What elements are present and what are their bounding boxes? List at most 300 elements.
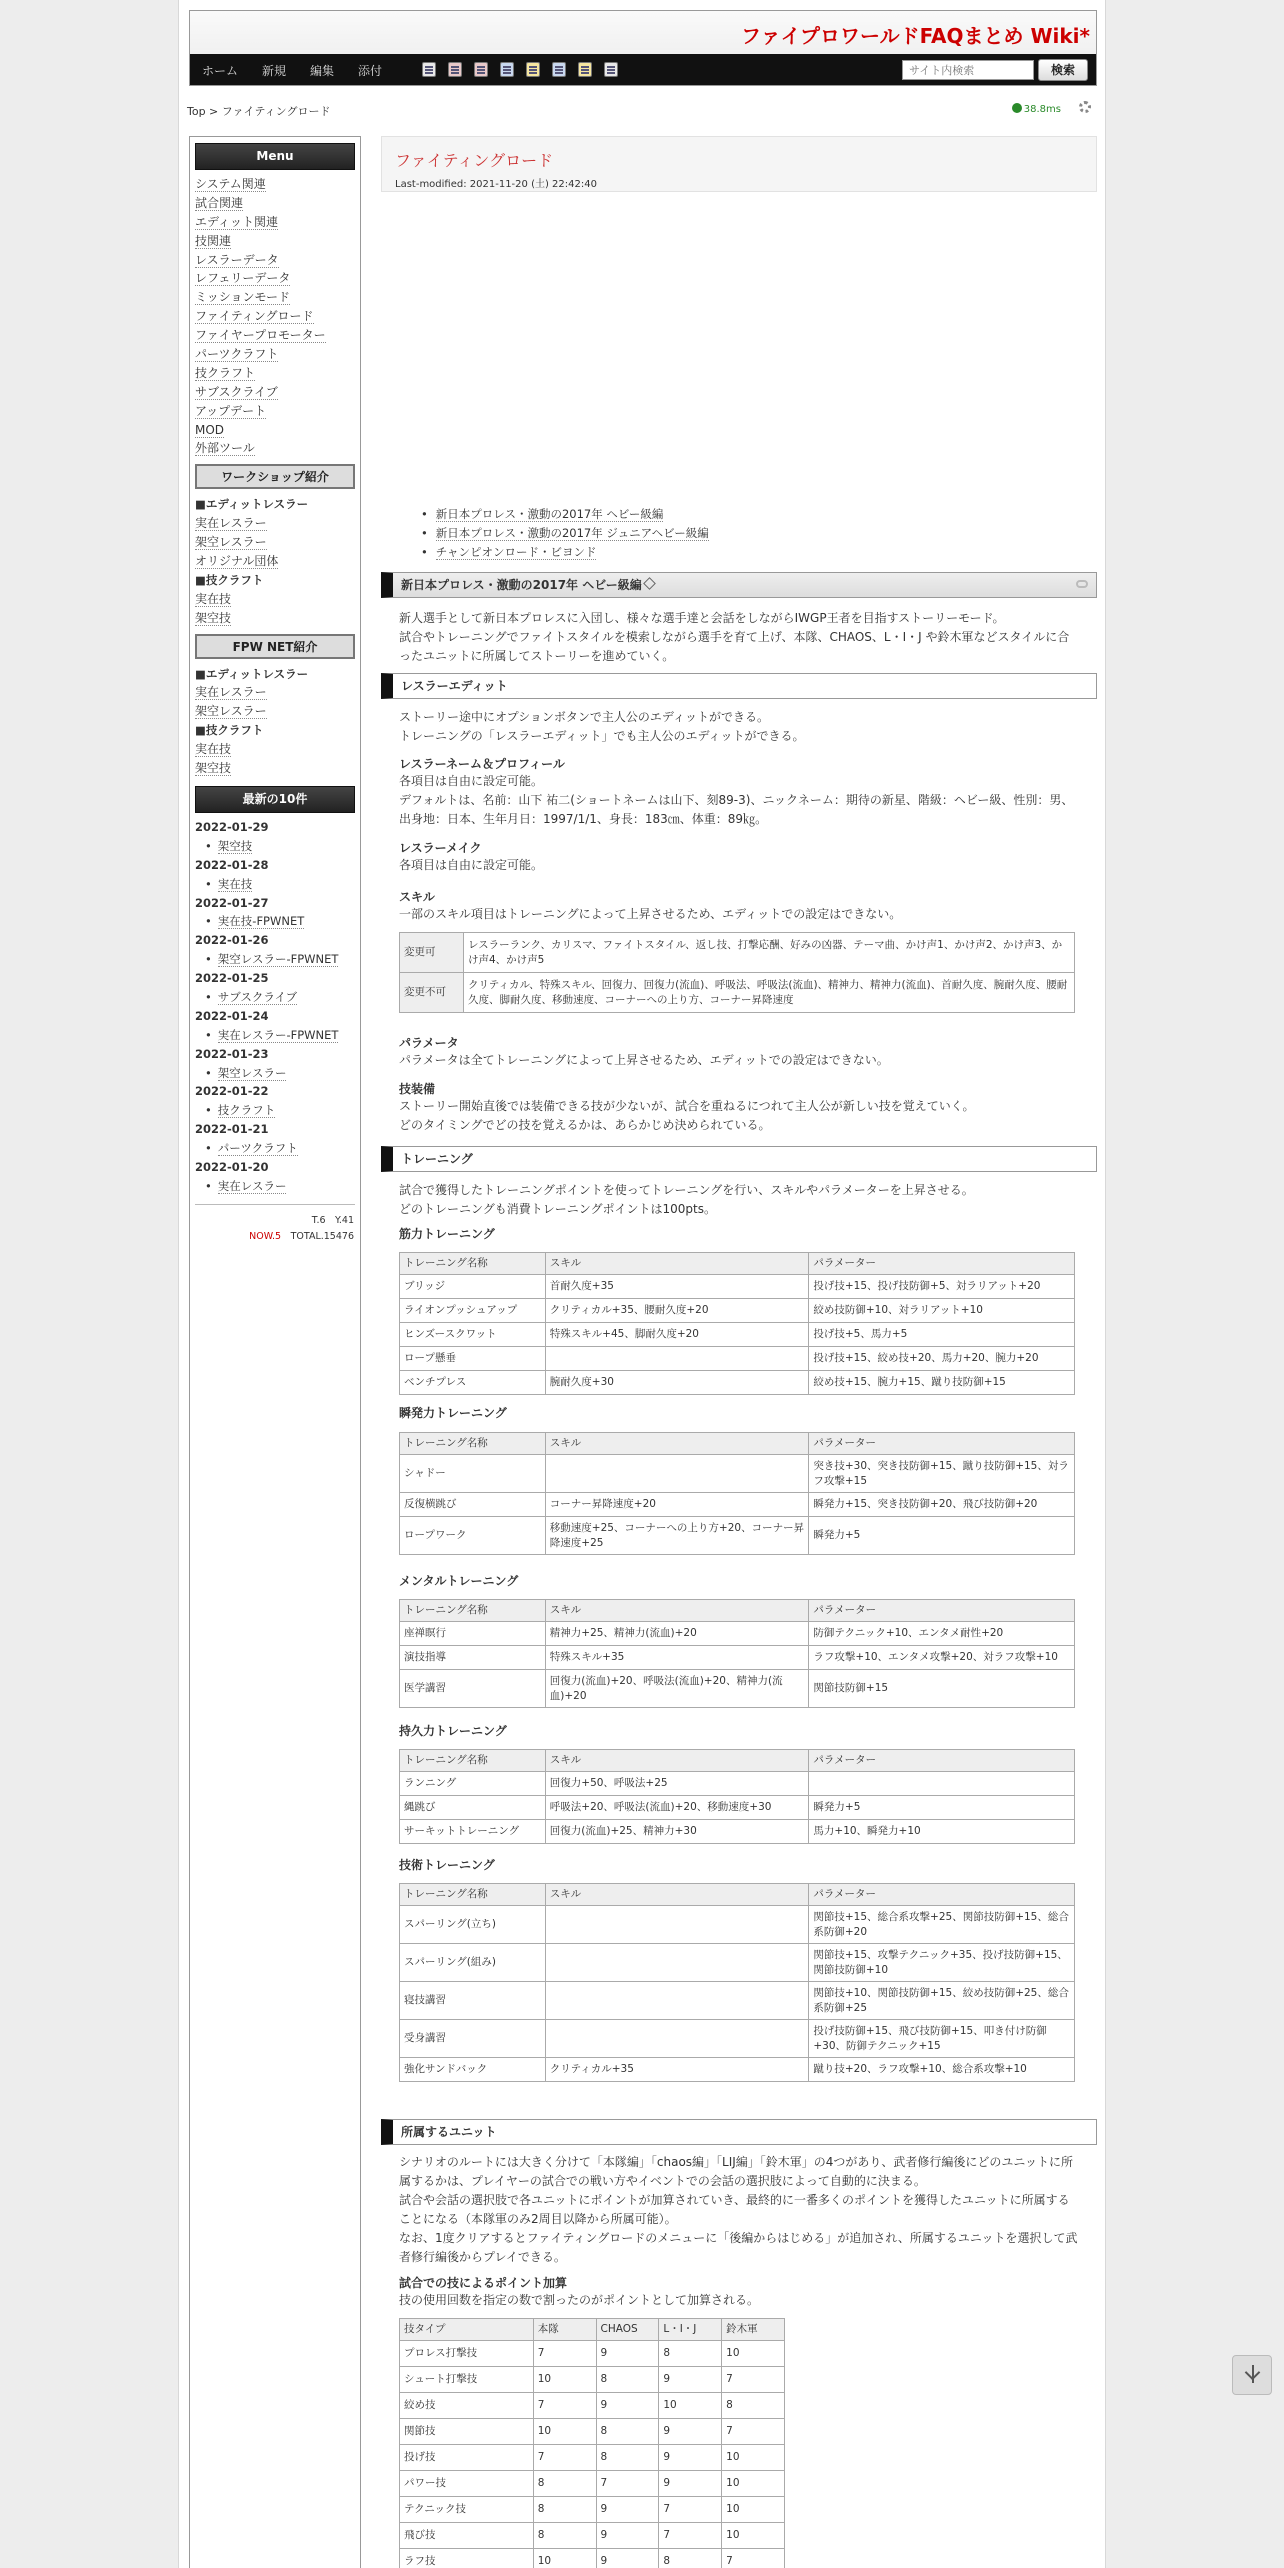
table-row bbox=[400, 2497, 785, 2523]
table-cell: 絞め技 bbox=[400, 2393, 534, 2419]
breadcrumb bbox=[187, 103, 330, 119]
table-cell: 首耐久度+35 bbox=[545, 1275, 809, 1299]
table-cell: 7 bbox=[533, 2393, 596, 2419]
table-header-cell: スキル bbox=[545, 1750, 809, 1772]
recent-item-label: パーツクラフト bbox=[217, 1141, 298, 1156]
table-row bbox=[400, 1982, 1075, 2020]
recent-date-5: 2022-01-24 bbox=[195, 1008, 269, 1023]
fpwnet-link-2[interactable] bbox=[195, 702, 360, 721]
recent-item-5[interactable] bbox=[195, 1026, 360, 1045]
section-heavy-heading bbox=[381, 572, 1097, 598]
sidebar-item-10[interactable] bbox=[195, 364, 360, 383]
table-row bbox=[400, 1772, 1075, 1796]
table-header-cell: スキル bbox=[545, 1253, 809, 1275]
unittext-line-1: 試合や会話の選択肢で各ユニットにポイントが加算されていき、最終的に一番多くのポイントを獲得したユニットに所属することになる（本隊軍のみ2周目以降から所属可能）。 bbox=[399, 2193, 1070, 2226]
sidebar-divider bbox=[195, 1204, 355, 1205]
workshop-link-3[interactable] bbox=[195, 552, 360, 571]
table-cell: クリティカル+35、腰耐久度+20 bbox=[545, 1299, 809, 1323]
copy-icon[interactable] bbox=[474, 62, 488, 77]
table-cell: 回復力+50、呼吸法+25 bbox=[545, 1772, 809, 1796]
table-header-cell: トレーニング名称 bbox=[400, 1433, 546, 1455]
table-cell: 関節技+15、総合系攻撃+25、関節技防御+15、総合系防御+20 bbox=[809, 1906, 1075, 1944]
table-cell: 回復力(流血)+20、呼吸法(流血)+20、精神力(流血)+20 bbox=[545, 1670, 809, 1708]
table-header-cell: パラメーター bbox=[809, 1884, 1075, 1906]
table-row bbox=[400, 1347, 1075, 1371]
nav-icons bbox=[422, 62, 630, 77]
table-cell: 投げ技 bbox=[400, 2445, 534, 2471]
table-cell bbox=[545, 1455, 809, 1493]
recent-date-0: 2022-01-29 bbox=[195, 819, 269, 834]
nav-menu bbox=[202, 54, 406, 86]
table-cell: 9 bbox=[596, 2393, 659, 2419]
sidebar-item-label: パーツクラフト bbox=[195, 347, 279, 362]
table-row bbox=[400, 1455, 1075, 1493]
sidebar-item-label: 技クラフト bbox=[195, 365, 256, 380]
recent-item-1[interactable] bbox=[195, 875, 360, 894]
nav-item-2[interactable]: 編集 bbox=[310, 63, 335, 78]
sidebar-item-label: レフェリーデータ bbox=[195, 271, 291, 286]
search-log-icon[interactable] bbox=[578, 62, 592, 77]
skill-table-value: レスラーランク、カリスマ、ファイトスタイル、返し技、打撃応酬、好みの凶器、テーマ曲、かけ声1、かけ声2、かけ声3、かけ声4、かけ声5 bbox=[464, 933, 1075, 973]
recent-item-7[interactable] bbox=[195, 1101, 360, 1120]
table-cell: 回復力(流血)+25、精神力+30 bbox=[545, 1820, 809, 1844]
table-row bbox=[400, 2058, 1075, 2082]
recent-item-4[interactable] bbox=[195, 988, 360, 1007]
toc-item-label: 新日本プロレス・激動の2017年 ヘビー級編 bbox=[435, 507, 664, 521]
recent-item-label: 実在レスラー-FPWNET bbox=[217, 1027, 339, 1042]
page bbox=[178, 0, 1106, 2568]
new-page-icon[interactable] bbox=[448, 62, 462, 77]
table-cell: 演技指導 bbox=[400, 1646, 546, 1670]
sidebar-fpwnet-list bbox=[190, 665, 360, 778]
table-header-cell: 本隊 bbox=[533, 2319, 596, 2341]
recent-date-3: 2022-01-26 bbox=[195, 933, 269, 948]
section-training-title: トレーニング bbox=[401, 1152, 473, 1166]
table-row bbox=[400, 1517, 1075, 1555]
last-modified: Last-modified: 2021-11-20 (土) 22:42:40 bbox=[395, 179, 597, 190]
table-cell: 7 bbox=[659, 2523, 722, 2549]
table-cell: ラフ攻撃+10、エンタメ攻撃+20、対ラフ攻撃+10 bbox=[809, 1646, 1075, 1670]
nametext-line-0: 各項目は自由に設定可能。 bbox=[399, 774, 544, 788]
toc-item-1[interactable] bbox=[421, 524, 709, 543]
sidebar-item-3[interactable] bbox=[195, 232, 360, 251]
sidebar-item-label: レスラーデータ bbox=[195, 252, 279, 267]
sidebar-fpwnet-title: FPW NET紹介 bbox=[195, 634, 355, 659]
table-cell: 7 bbox=[596, 2471, 659, 2497]
sidebar-item-label: MOD bbox=[195, 422, 225, 437]
sidebar-item-4[interactable] bbox=[195, 251, 360, 270]
table-row bbox=[400, 1820, 1075, 1844]
sidebar-workshop-title: ワークショップ紹介 bbox=[195, 464, 355, 489]
skill-table-key: 変更可 bbox=[400, 933, 464, 973]
workshop-link-label: オリジナル団体 bbox=[195, 554, 279, 569]
recent-date-8: 2022-01-21 bbox=[195, 1122, 269, 1137]
recent-item-0[interactable] bbox=[195, 837, 360, 856]
table-cell: 9 bbox=[659, 2367, 722, 2393]
recent-item-2[interactable] bbox=[195, 912, 360, 931]
table-header-cell: トレーニング名称 bbox=[400, 1600, 546, 1622]
table-cell: 8 bbox=[659, 2341, 722, 2367]
table-cell: 関節技防御+15 bbox=[809, 1670, 1075, 1708]
link-icon[interactable] bbox=[1076, 580, 1088, 588]
points-text: 技の使用回数を指定の数で割ったのがポイントとして加算される。 bbox=[399, 2293, 760, 2307]
table-header-cell: トレーニング名称 bbox=[400, 1884, 546, 1906]
table-cell: 10 bbox=[533, 2549, 596, 2568]
table-row bbox=[400, 1670, 1075, 1708]
workshop-group-0: ■エディットレスラー bbox=[195, 497, 309, 512]
recent-item-label: 実在レスラー bbox=[217, 1178, 287, 1193]
table-row bbox=[400, 2020, 1075, 2058]
sidebar-item-1[interactable] bbox=[195, 194, 360, 213]
fpwnet-link-1[interactable] bbox=[195, 683, 360, 702]
equiptext-line-0: ストーリー開始直後では装備できる技が少ないが、試合を重ねるにつれて主人公が新しい技を覚えていく。 bbox=[399, 1099, 975, 1113]
table-cell: 飛び技 bbox=[400, 2523, 534, 2549]
recent-item-label: 架空技 bbox=[217, 838, 253, 853]
table-cell: 10 bbox=[659, 2393, 722, 2419]
sidebar-item-label: 試合関連 bbox=[195, 195, 244, 210]
table-header-cell: トレーニング名称 bbox=[400, 1253, 546, 1275]
table-cell: 8 bbox=[533, 2471, 596, 2497]
table-cell: テクニック技 bbox=[400, 2497, 534, 2523]
heading-make: レスラーメイク bbox=[399, 841, 482, 855]
table-cell: シュート打撃技 bbox=[400, 2367, 534, 2393]
fpwnet-link-label: 実在技 bbox=[195, 742, 232, 757]
table-cell: 投げ技+15、絞め技+20、馬力+20、腕力+20 bbox=[809, 1347, 1075, 1371]
tech-training-table bbox=[399, 1883, 1075, 2082]
table-cell: 馬力+10、瞬発力+10 bbox=[809, 1820, 1075, 1844]
table-cell: 8 bbox=[533, 2497, 596, 2523]
table-cell: 10 bbox=[722, 2523, 785, 2549]
sidebar-item-13[interactable] bbox=[195, 421, 360, 440]
main-content bbox=[381, 136, 1097, 2568]
table-cell: 強化サンドバック bbox=[400, 2058, 546, 2082]
rename-icon[interactable] bbox=[500, 62, 514, 77]
table-cell: 関節技+15、攻撃テクニック+35、投げ技防御+15、関節技防御+10 bbox=[809, 1944, 1075, 1982]
table-cell: 10 bbox=[722, 2341, 785, 2367]
table-row bbox=[400, 933, 1075, 973]
table-row bbox=[400, 2523, 785, 2549]
table-cell bbox=[545, 1944, 809, 1982]
table-header-row bbox=[400, 1600, 1075, 1622]
table-cell: 9 bbox=[659, 2445, 722, 2471]
table-header-row bbox=[400, 1884, 1075, 1906]
toc-item-label: チャンピオンロード・ビヨンド bbox=[435, 545, 597, 559]
sidebar-recent-title: 最新の10件 bbox=[195, 786, 355, 813]
table-cell: 精神力+25、精神力(流血)+20 bbox=[545, 1622, 809, 1646]
traintext-line-1: どのトレーニングも消費トレーニングポイントは100pts。 bbox=[399, 1202, 717, 1216]
skill-text: 一部のスキル項目はトレーニングによって上昇させるため、エディットでの設定はできない。 bbox=[399, 907, 902, 921]
sidebar-item-8[interactable] bbox=[195, 326, 360, 345]
sidebar-item-label: ファイティングロード bbox=[195, 309, 314, 324]
sidebar-item-label: システム関連 bbox=[195, 177, 266, 191]
workshop-link-label: 架空技 bbox=[195, 610, 232, 625]
folder-icon[interactable] bbox=[526, 62, 540, 77]
unit-text bbox=[399, 2153, 1079, 2267]
table-cell: 9 bbox=[596, 2523, 659, 2549]
sidebar-item-9[interactable] bbox=[195, 345, 360, 364]
breadcrumb-top[interactable]: Top bbox=[187, 105, 206, 118]
recent-item-label: 架空レスラー bbox=[217, 1065, 287, 1080]
table-row bbox=[400, 2419, 785, 2445]
fpwnet-link-label: 架空レスラー bbox=[195, 704, 267, 719]
fpwnet-link-label: 架空技 bbox=[195, 761, 232, 776]
table-cell: 投げ技+15、投げ技防御+5、対ラリアット+20 bbox=[809, 1275, 1075, 1299]
table-cell: 投げ技防御+15、飛び技防御+15、叩き付け防御+30、防御テクニック+15 bbox=[809, 2020, 1075, 2058]
table-cell: 8 bbox=[659, 2549, 722, 2568]
recent-date-4: 2022-01-25 bbox=[195, 971, 269, 986]
table-cell: 寝技講習 bbox=[400, 1982, 546, 2020]
table-row bbox=[400, 1493, 1075, 1517]
site-header bbox=[189, 10, 1097, 54]
sidebar-item-11[interactable] bbox=[195, 383, 360, 402]
section-edit-title: レスラーエディット bbox=[401, 679, 508, 693]
table-cell: 8 bbox=[533, 2523, 596, 2549]
table-row bbox=[400, 1299, 1075, 1323]
table-cell: 絞め技+15、腕力+15、蹴り技防御+15 bbox=[809, 1371, 1075, 1395]
table-row bbox=[400, 1371, 1075, 1395]
heading-tech: 技術トレーニング bbox=[399, 1858, 495, 1872]
table-cell: 7 bbox=[659, 2497, 722, 2523]
workshop-link-1[interactable] bbox=[195, 514, 360, 533]
table-row bbox=[400, 1646, 1075, 1670]
power-training-table bbox=[399, 1252, 1075, 1395]
heading-power: 筋力トレーニング bbox=[399, 1227, 495, 1241]
sidebar-item-5[interactable] bbox=[195, 269, 360, 288]
table-row bbox=[400, 2341, 785, 2367]
table-cell: 移動速度+25、コーナーへの上り方+20、コーナー昇降速度+25 bbox=[545, 1517, 809, 1555]
make-text: 各項目は自由に設定可能。 bbox=[399, 858, 544, 872]
table-cell: 蹴り技+20、ラフ攻撃+10、総合系攻撃+10 bbox=[809, 2058, 1075, 2082]
table-row bbox=[400, 1944, 1075, 1982]
nav-item-3[interactable]: 添付 bbox=[358, 63, 383, 78]
fpwnet-group-3: ■技クラフト bbox=[195, 723, 264, 738]
table-header-cell: パラメーター bbox=[809, 1600, 1075, 1622]
title-box bbox=[381, 136, 1097, 192]
sidebar-item-14[interactable] bbox=[195, 439, 360, 458]
table-cell: ランニング bbox=[400, 1772, 546, 1796]
table-cell: 座禅瞑行 bbox=[400, 1622, 546, 1646]
workshop-link-label: 実在レスラー bbox=[195, 516, 267, 531]
render-timer bbox=[1012, 103, 1061, 115]
recent-date-9: 2022-01-20 bbox=[195, 1159, 269, 1174]
counter-total bbox=[190, 1229, 360, 1245]
table-cell: 反復横跳び bbox=[400, 1493, 546, 1517]
table-row bbox=[400, 2393, 785, 2419]
intro-line-1: 試合やトレーニングでファイトスタイルを模索しながら選手を育て上げ、本隊、CHAOS、L・I・J や鈴木軍などスタイルに合ったユニットに所属してストーリーを進めていく。 bbox=[399, 630, 1070, 663]
heading-stamina: 持久力トレーニング bbox=[399, 1724, 507, 1738]
gear-icon[interactable] bbox=[1079, 101, 1091, 113]
heading-burst: 瞬発力トレーニング bbox=[399, 1406, 507, 1420]
table-cell: 10 bbox=[722, 2445, 785, 2471]
pencil-icon[interactable] bbox=[643, 577, 656, 590]
table-cell: 9 bbox=[596, 2549, 659, 2568]
sidebar-item-label: アップデート bbox=[195, 403, 267, 418]
table-header-cell: 技タイプ bbox=[400, 2319, 534, 2341]
table-cell bbox=[545, 1906, 809, 1944]
table-cell: 7 bbox=[533, 2341, 596, 2367]
nametext-line-1: デフォルトは、名前：山下 祐二(ショートネームは山下、刻89-3)、ニックネーム：期待の新星、階級：ヘビー級、性別：男、出身地：日本、生年月日：1997/1/1、身長：183㎝、体重：89㎏。 bbox=[399, 793, 1074, 826]
sidebar-item-label: エディット関連 bbox=[195, 214, 279, 229]
section-training-heading bbox=[381, 1146, 1097, 1172]
nav-item-0[interactable]: ホーム bbox=[202, 63, 239, 78]
table-cell: 特殊スキル+35 bbox=[545, 1646, 809, 1670]
counter-today-yesterday: T.6 Y.41 bbox=[311, 1214, 354, 1226]
counter-total-value: TOTAL.15476 bbox=[290, 1230, 354, 1242]
mental-training-table bbox=[399, 1599, 1075, 1708]
table-cell: 絞め技防御+10、対ラリアット+10 bbox=[809, 1299, 1075, 1323]
table-cell: 9 bbox=[659, 2471, 722, 2497]
workshop-link-label: 実在技 bbox=[195, 591, 232, 606]
table-cell: クリティカル+35 bbox=[545, 2058, 809, 2082]
table-cell: パワー技 bbox=[400, 2471, 534, 2497]
table-cell: 7 bbox=[722, 2419, 785, 2445]
section-edit-heading bbox=[381, 673, 1097, 699]
recent-item-label: 実在技 bbox=[217, 876, 253, 891]
table-cell: 9 bbox=[596, 2497, 659, 2523]
table-header-row bbox=[400, 1750, 1075, 1772]
heading-skill: スキル bbox=[399, 890, 435, 904]
skill-table-value: クリティカル、特殊スキル、回復力、回復力(流血)、呼吸法、呼吸法(流血)、精神力、精神力(流血)、首耐久度、腕耐久度、腰耐久度、脚耐久度、移動速度、コーナーへの上り方、コーナー昇降速度 bbox=[464, 973, 1075, 1013]
table-cell: 7 bbox=[722, 2549, 785, 2568]
table-cell: 8 bbox=[596, 2367, 659, 2393]
table-cell: 医学講習 bbox=[400, 1670, 546, 1708]
unittext-line-2: なお、1度クリアするとファイティングロードのメニューに「後編からはじめる」が追加され、所属するユニットを選択して武者修行編後からプレイできる。 bbox=[399, 2231, 1078, 2264]
table-row bbox=[400, 2549, 785, 2568]
sidebar-item-2[interactable] bbox=[195, 213, 360, 232]
sidebar-item-0[interactable] bbox=[195, 175, 360, 194]
table-row bbox=[400, 1622, 1075, 1646]
toc-item-0[interactable] bbox=[421, 505, 709, 524]
search-input[interactable] bbox=[902, 60, 1034, 80]
fpwnet-link-5[interactable] bbox=[195, 759, 360, 778]
sidebar bbox=[189, 136, 361, 2568]
toc-item-label: 新日本プロレス・激動の2017年 ジュニアヘビー級編 bbox=[435, 526, 709, 540]
heading-mental: メンタルトレーニング bbox=[399, 1574, 519, 1588]
burst-training-table bbox=[399, 1432, 1075, 1555]
table-row bbox=[400, 2445, 785, 2471]
section-unit-title: 所属するユニット bbox=[401, 2125, 497, 2139]
name-profile-text bbox=[399, 772, 1079, 829]
sidebar-item-label: ファイヤープロモーター bbox=[195, 328, 326, 343]
edittext-line-0: ストーリー途中にオプションボタンで主人公のエディットができる。 bbox=[399, 710, 769, 724]
recent-item-label: サブスクライブ bbox=[217, 989, 298, 1004]
recent-date-7: 2022-01-22 bbox=[195, 1084, 269, 1099]
table-header-cell: スキル bbox=[545, 1884, 809, 1906]
table-row bbox=[400, 973, 1075, 1013]
sidebar-item-6[interactable] bbox=[195, 288, 360, 307]
table-cell: コーナー昇降速度+20 bbox=[545, 1493, 809, 1517]
table-header-row bbox=[400, 2319, 785, 2341]
recent-item-label: 実在技-FPWNET bbox=[217, 914, 305, 929]
table-cell: 受身講習 bbox=[400, 2020, 546, 2058]
table-cell: ロープワーク bbox=[400, 1517, 546, 1555]
table-cell: ラフ技 bbox=[400, 2549, 534, 2568]
table-cell: 瞬発力+5 bbox=[809, 1517, 1075, 1555]
table-cell: 10 bbox=[533, 2367, 596, 2393]
timer-value: 38.8ms bbox=[1023, 104, 1061, 115]
recent-item-3[interactable] bbox=[195, 950, 360, 969]
table-header-cell: パラメーター bbox=[809, 1750, 1075, 1772]
table-cell: 特殊スキル+45、脚耐久度+20 bbox=[545, 1323, 809, 1347]
sidebar-item-label: 技関連 bbox=[195, 233, 232, 248]
workshop-link-label: 架空レスラー bbox=[195, 535, 267, 550]
sidebar-item-label: サブスクライブ bbox=[195, 384, 278, 399]
sidebar-item-label: 外部ツール bbox=[195, 441, 255, 456]
fpwnet-link-4[interactable] bbox=[195, 740, 360, 759]
list-all-icon[interactable] bbox=[552, 62, 566, 77]
table-row bbox=[400, 1906, 1075, 1944]
workshop-link-6[interactable] bbox=[195, 609, 360, 628]
sidebar-menu-title: Menu bbox=[195, 143, 355, 170]
section-heavy-title: 新日本プロレス・激動の2017年 ヘビー級編 bbox=[401, 578, 642, 592]
equiptext-line-1: どのタイミングでどの技を覚えるかは、あらかじめ決められている。 bbox=[399, 1118, 771, 1132]
table-cell: 8 bbox=[596, 2445, 659, 2471]
table-cell: 縄跳び bbox=[400, 1796, 546, 1820]
equip-text bbox=[399, 1097, 1079, 1135]
table-cell: 10 bbox=[533, 2419, 596, 2445]
workshop-link-5[interactable] bbox=[195, 590, 360, 609]
workshop-group-4: ■技クラフト bbox=[195, 572, 264, 587]
help-icon[interactable] bbox=[604, 62, 618, 77]
section-unit-heading bbox=[381, 2119, 1097, 2145]
recent-date-6: 2022-01-23 bbox=[195, 1046, 269, 1061]
table-cell: 7 bbox=[722, 2367, 785, 2393]
table-header-row bbox=[400, 1253, 1075, 1275]
edit-text bbox=[399, 708, 1079, 746]
table-cell bbox=[545, 2020, 809, 2058]
edittext-line-1: トレーニングの「レスラーエディット」でも主人公のエディットができる。 bbox=[399, 729, 805, 743]
table-cell: 瞬発力+5 bbox=[809, 1796, 1075, 1820]
table-cell: 瞬発力+15、突き技防御+20、飛び技防御+20 bbox=[809, 1493, 1075, 1517]
breadcrumb-current: ファイティングロード bbox=[221, 105, 331, 118]
list-icon[interactable] bbox=[422, 62, 436, 77]
table-cell: 関節技+10、関節技防御+15、絞め技防御+25、総合系防御+25 bbox=[809, 1982, 1075, 2020]
scroll-down-button[interactable] bbox=[1232, 2355, 1272, 2395]
nav-item-1[interactable]: 新規 bbox=[262, 63, 287, 78]
sidebar-item-12[interactable] bbox=[195, 402, 360, 421]
table-cell: 9 bbox=[659, 2419, 722, 2445]
fpwnet-link-label: 実在レスラー bbox=[195, 685, 267, 700]
table-cell: 7 bbox=[533, 2445, 596, 2471]
table-row bbox=[400, 2367, 785, 2393]
table-of-contents bbox=[381, 505, 709, 562]
fpwnet-group-0: ■エディットレスラー bbox=[195, 666, 309, 681]
training-text bbox=[399, 1181, 1079, 1219]
table-cell: プロレス打撃技 bbox=[400, 2341, 534, 2367]
table-cell: ブリッジ bbox=[400, 1275, 546, 1299]
table-cell: 腕耐久度+30 bbox=[545, 1371, 809, 1395]
table-cell: 突き技+30、突き技防御+15、蹴り技防御+15、対ラフ攻撃+15 bbox=[809, 1455, 1075, 1493]
intro-text bbox=[399, 609, 1079, 666]
recent-item-8[interactable] bbox=[195, 1139, 360, 1158]
table-row bbox=[400, 1275, 1075, 1299]
skill-table-key: 変更不可 bbox=[400, 973, 464, 1013]
sidebar-item-7[interactable] bbox=[195, 307, 360, 326]
heading-points: 試合での技によるポイント加算 bbox=[399, 2276, 568, 2290]
sidebar-workshop-list bbox=[190, 495, 360, 627]
table-header-cell: 鈴木軍 bbox=[722, 2319, 785, 2341]
sidebar-item-label: ミッションモード bbox=[195, 290, 291, 305]
table-header-cell: スキル bbox=[545, 1600, 809, 1622]
search-button[interactable]: 検索 bbox=[1038, 59, 1088, 81]
workshop-link-2[interactable] bbox=[195, 533, 360, 552]
toc-item-2[interactable] bbox=[421, 543, 709, 562]
site-title[interactable]: ファイプロワールドFAQまとめ Wiki* bbox=[741, 24, 1090, 48]
recent-item-6[interactable] bbox=[195, 1064, 360, 1083]
breadcrumb-sep: > bbox=[205, 105, 222, 118]
recent-item-9[interactable] bbox=[195, 1177, 360, 1196]
table-cell: ロープ懸垂 bbox=[400, 1347, 546, 1371]
